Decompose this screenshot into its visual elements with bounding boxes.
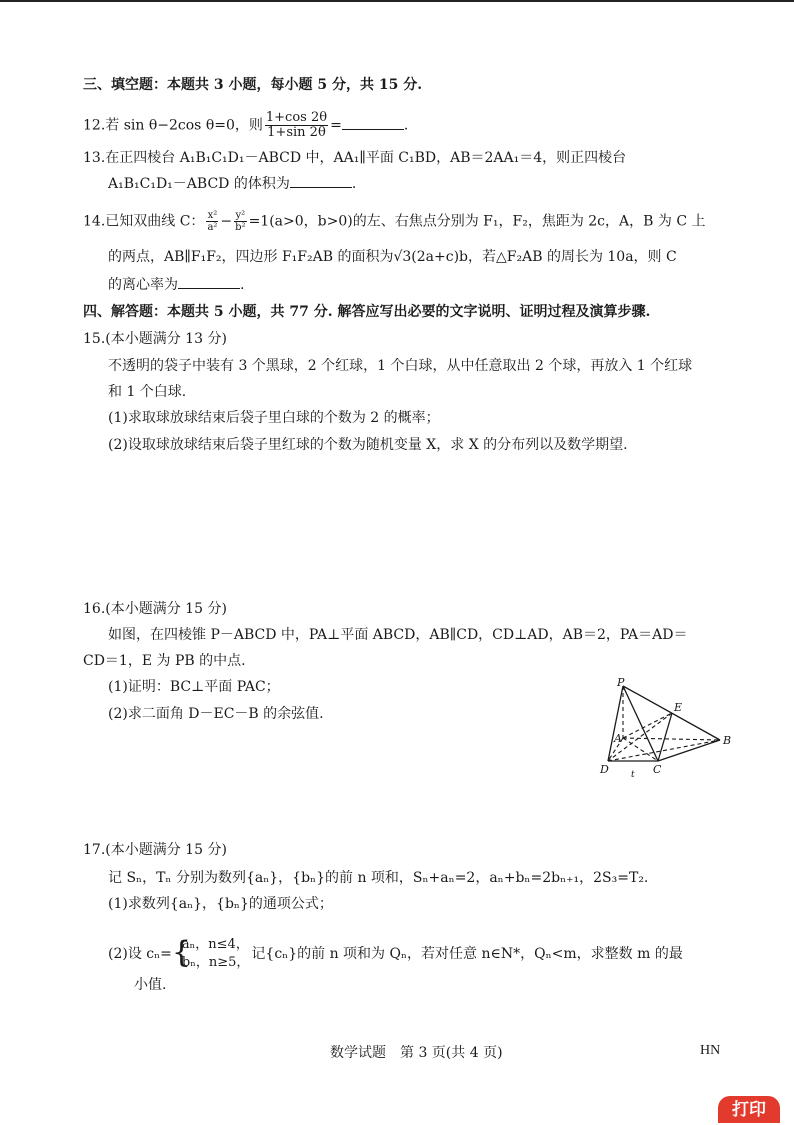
print-button[interactable]: 打印 [718,1096,780,1123]
q17-p2-lead: (2)设 cₙ= [108,946,172,962]
edge-AE [623,713,672,738]
q16-part-1: (1)证明：BC⊥平面 PAC； [108,679,280,695]
q12-answer-blank [342,117,404,130]
footer-code: HN [700,1043,721,1058]
q15-header: 15.(本小题满分 13 分) [83,331,227,347]
q14-line2: 的两点，AB∥F₁F₂，四边形 F₁F₂AB 的面积为√3(2a+c)b，若△F₂AB 的周长为 10a，则 C [108,249,677,265]
pyramid-figure [590,676,740,786]
q14-frac-y-den: b² [235,222,246,233]
question-13-cont [108,174,356,194]
q14-frac-x [206,210,218,233]
q16-body-1: 如图，在四棱锥 P－ABCD 中，PA⊥平面 ABCD，AB∥CD，CD⊥AD，AB＝2，PA＝AD＝ [108,627,688,643]
q13-answer-blank [290,175,352,188]
top-border [0,0,794,2]
q14-frac-x-num: x² [207,210,218,221]
q17-piecewise [172,936,249,972]
q16-part-2: (2)求二面角 D－EC－B 的余弦值. [108,706,324,722]
q14-answer-blank [178,276,240,289]
q14-minus: − [220,213,233,230]
q17-case-2: bₙ，n≥5， [181,955,250,970]
q12-fraction [265,111,328,140]
q16-body-2: CD＝1，E 为 PB 的中点. [83,653,246,669]
label-t: t [631,770,635,780]
question-12 [83,111,408,140]
q14-frac-y [234,210,246,233]
q13-line2: A₁B₁C₁D₁－ABCD 的体积为 [108,176,290,192]
q12-frac-den: 1+sin 2θ [267,125,326,140]
q14-text-a: 已知双曲线 C： [105,213,205,230]
edge-EC [658,713,672,761]
question-14 [83,210,705,233]
q15-part-2: (2)设取球放球结束后袋子里红球的个数为随机变量 X，求 X 的分布列以及数学期望. [108,437,628,453]
q14-text-b: =1(a>0，b>0)的左、右焦点分别为 F₁，F₂，焦距为 2c，A，B 为 C 上 [248,213,706,230]
q17-p2-text: 记{cₙ}的前 n 项和为 Qₙ，若对任意 n∈N*，Qₙ<m，求整数 m 的最 [251,946,683,962]
label-D: D [600,763,609,776]
q14-number: 14. [83,213,106,230]
q14-end: . [240,277,245,293]
question-14-cont [108,275,244,295]
question-13 [83,148,626,168]
q12-text: 若 sin θ−2cos θ=0，则 [105,117,263,134]
q17-header: 17.(本小题满分 15 分) [83,842,227,858]
label-P: P [617,676,625,689]
edge-CB [658,740,720,761]
label-E: E [674,701,683,714]
q15-body-2: 和 1 个白球. [108,384,187,400]
q13-line1: 在正四棱台 A₁B₁C₁D₁－ABCD 中，AA₁∥平面 C₁BD，AB＝2AA₁＝4，则正四棱台 [105,150,627,166]
page-footer: 数学试题 第 3 页(共 4 页) [330,1045,503,1061]
section3-heading: 三、填空题：本题共 3 小题，每小题 5 分，共 15 分. [83,77,423,93]
q17-body-1: 记 Sₙ，Tₙ 分别为数列{aₙ}，{bₙ}的前 n 项和，Sₙ+aₙ=2，aₙ+bₙ=2bₙ₊₁，2S₃=T₂. [108,870,649,886]
q17-part-2 [108,936,683,972]
q13-number: 13. [83,150,106,166]
q12-end: . [403,117,409,134]
q14-frac-y-num: y² [235,210,246,221]
q14-line3: 的离心率为 [108,277,178,293]
label-A: A [614,732,622,745]
label-B: B [723,734,732,747]
brace-icon: { [171,935,192,970]
q12-frac-num: 1+cos 2θ [265,110,328,125]
q12-number: 12. [83,117,106,134]
label-C: C [653,763,662,776]
q17-part-2-cont: 小值. [134,977,167,993]
edge-DB [608,740,720,761]
q15-body-1: 不透明的袋子中装有 3 个黑球，2 个红球，1 个白球，从中任意取出 2 个球，再放入 1 个红球 [108,358,693,374]
section4-heading: 四、解答题：本题共 5 小题，共 77 分. 解答应写出必要的文字说明、证明过程及演算步骤. [83,304,651,320]
q17-part-1: (1)求数列{aₙ}，{bₙ}的通项公式； [108,896,333,912]
edge-PD [608,686,623,761]
q12-eq: = [330,117,342,134]
q15-part-1: (1)求取球放球结束后袋子里白球的个数为 2 的概率； [108,410,440,426]
q17-case-1: aₙ，n≤4， [181,937,249,952]
q14-frac-x-den: a² [207,222,218,233]
q13-end: . [351,176,357,192]
q16-header: 16.(本小题满分 15 分) [83,601,227,617]
